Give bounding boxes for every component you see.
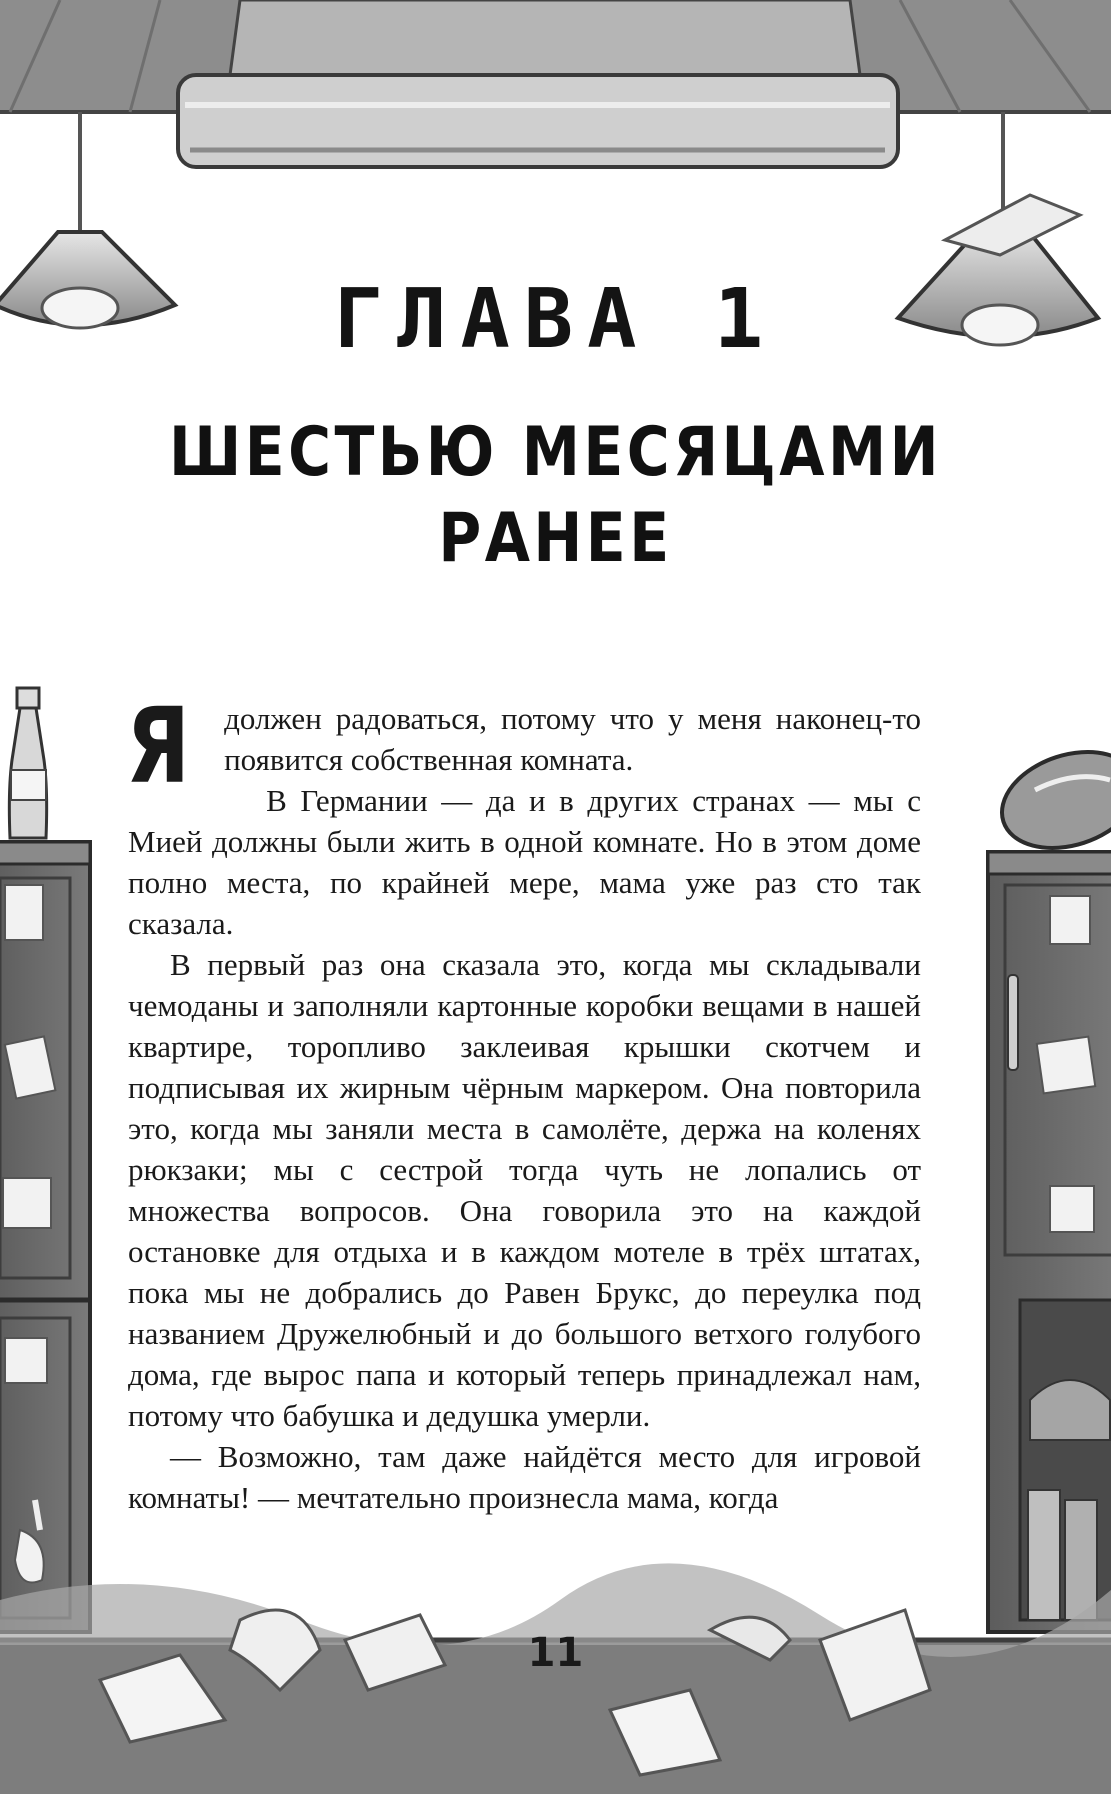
page-number: 11 [527, 1630, 584, 1676]
paragraph-1-text: должен радоваться, потому что у меня наконец-то появится собственная комната. [224, 701, 921, 777]
chapter-title-line-2: РАНЕЕ [438, 499, 673, 578]
bottle-icon [9, 688, 46, 838]
football-icon [990, 736, 1111, 865]
ceiling [0, 0, 1111, 167]
locker-left-icon [0, 842, 90, 1632]
paragraph-4: — Возможно, там даже найдётся место для игровой комнаты! — мечтательно произнесла мама, когда [128, 1439, 921, 1515]
chapter-title [78, 410, 1033, 582]
locker-right-icon [988, 852, 1111, 1632]
drop-cap: Я [126, 685, 191, 807]
body-text [126, 685, 921, 1518]
paragraph-1 [126, 685, 921, 807]
paragraph-3: В первый раз она сказала это, когда мы складывали чемоданы и заполняли картонные коробки вещами в нашей квартире, торопливо заклеивая крышки скотчем и подписывая их жирным чёрным маркером. Она повторила это, когда мы заняли места в самолёте, держа на коленях рюкзаки; мы с сестрой тогда чуть не лопались от множества вопросов. Она говорила это на каждой остановке для отдыха и в каждом мотеле в трёх штатах, пока мы не добрались до Равен Брукс, до переулка под названием Дружелюбный и до большого ветхого голубого дома, где вырос папа и который теперь принадлежал нам, потому что бабушка и дедушка умерли. [128, 947, 921, 1433]
floor [0, 1563, 1111, 1794]
chapter-heading: ГЛАВА 1 [333, 272, 778, 367]
chapter-title-line-1: ШЕСТЬЮ МЕСЯЦАМИ [169, 413, 942, 492]
paragraph-2: В Германии — да и в других странах — мы с Мией должны были жить в одной комнате. Но в этом доме полно места, по крайней мере, мама уже раз сто так сказала. [128, 783, 921, 941]
